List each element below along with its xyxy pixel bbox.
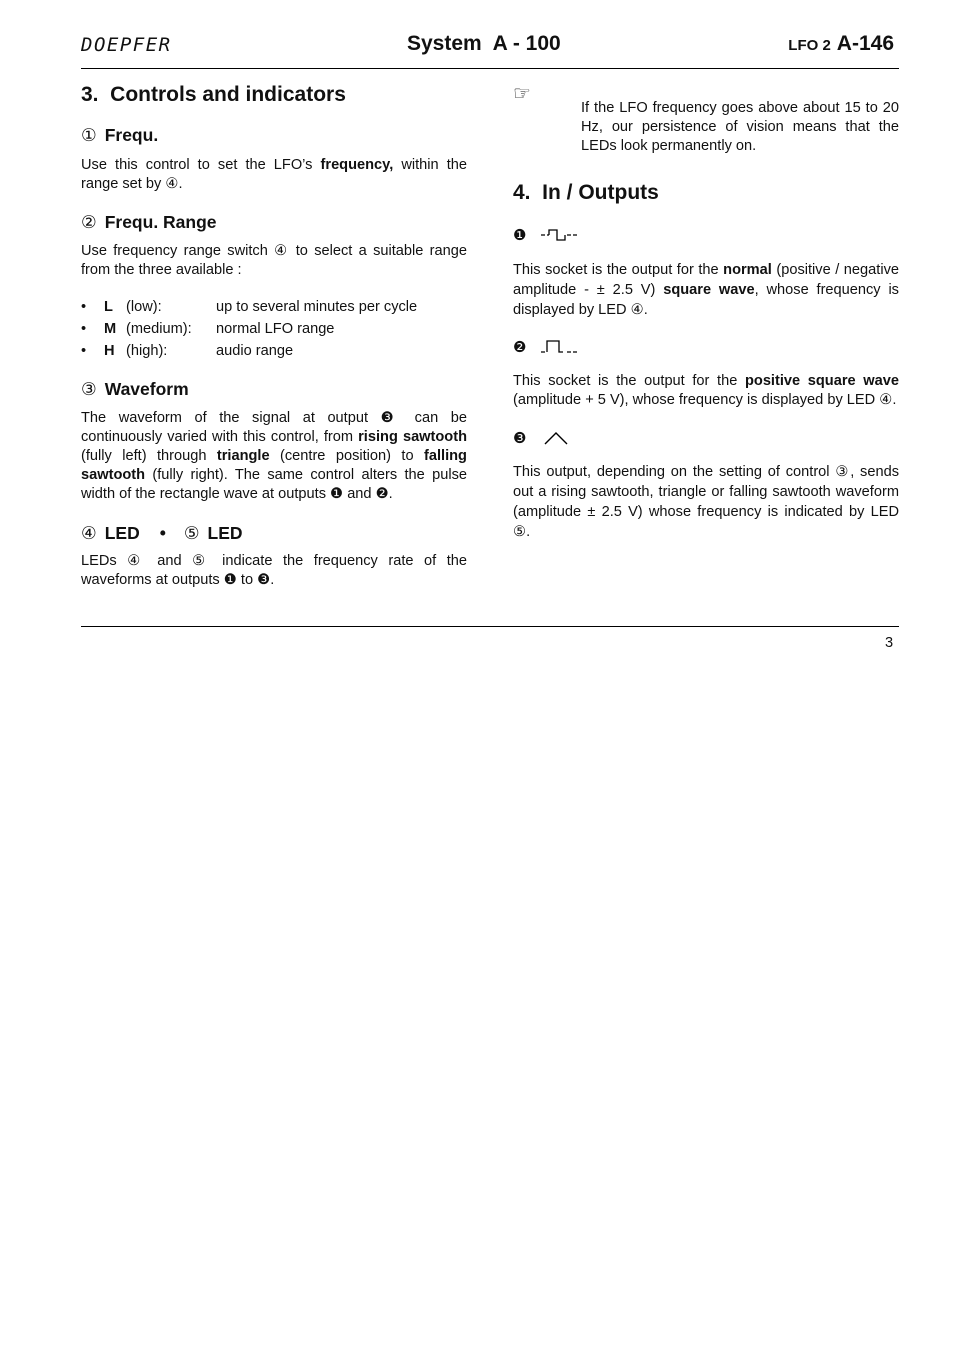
- range-desc: (low):: [126, 299, 162, 315]
- bipolar-square-wave-icon: [539, 227, 579, 243]
- led-title-2: LED: [207, 523, 243, 543]
- output-2-text-1: This socket is the output for the: [513, 373, 745, 389]
- led-heading: [81, 523, 467, 544]
- frequ-text: [81, 156, 467, 194]
- output-1-bold-2: square wave: [663, 282, 755, 298]
- waveform-bold-2: triangle: [216, 448, 270, 464]
- module-number: A-146: [836, 32, 894, 55]
- page-number: 3: [885, 635, 894, 651]
- waveform-text: [81, 409, 467, 504]
- output-1-number: ❶: [513, 227, 527, 244]
- frequ-title: Frequ.: [104, 125, 159, 145]
- output-1-bold-1: normal: [723, 262, 772, 278]
- output-1-text: [513, 260, 899, 320]
- positive-square-wave-icon: [539, 339, 579, 355]
- waveform-text-3: (centre position) to: [269, 448, 424, 464]
- note-box: [513, 83, 899, 154]
- output-2-bold-1: positive square wave: [744, 373, 899, 389]
- range-list: [81, 296, 467, 362]
- output-2-heading: [513, 335, 899, 359]
- bullet: •: [81, 321, 87, 337]
- module-id: [788, 32, 894, 56]
- range-key: L: [104, 299, 113, 315]
- section-outputs-title: 4. In / Outputs: [513, 181, 659, 204]
- led-title-1: LED: [104, 523, 140, 543]
- page-header: [81, 30, 899, 69]
- waveform-text-4: (fully right). The same control alters the pulse width of the rectangle wave at outputs ❶ and ❷.: [81, 467, 467, 502]
- frequ-number: ①: [81, 125, 97, 145]
- list-item: [81, 296, 467, 318]
- left-column: [81, 83, 467, 590]
- bullet: •: [81, 343, 87, 359]
- list-item: [81, 340, 467, 362]
- waveform-text-2: (fully left) through: [81, 448, 217, 464]
- led-separator: •: [159, 523, 166, 543]
- doepfer-logo: DOEPFER: [81, 34, 172, 56]
- waveform-heading: [81, 379, 467, 400]
- frequ-text-c: within the range set by ④.: [81, 157, 467, 192]
- frequ-text-bold: frequency,: [320, 157, 394, 173]
- list-item: [81, 318, 467, 340]
- bullet: •: [81, 299, 87, 315]
- output-3-heading: [513, 426, 899, 450]
- range-desc: (high):: [126, 343, 168, 359]
- range-value: audio range: [216, 343, 294, 359]
- output-1-text-1: This socket is the output for the: [513, 262, 724, 278]
- note-text: If the LFO frequency goes above about 15 to 20 Hz, our persistence of vision means that the LEDs look permanently on.: [581, 100, 899, 154]
- frequ-range-heading: [81, 212, 467, 233]
- system-title: System A - 100: [407, 32, 561, 55]
- led-number-5: ⑤: [183, 523, 200, 543]
- output-1-text-2: (positive / negative amplitude - ± 2.5 V): [513, 262, 899, 298]
- led-text: LEDs ④ and ⑤ indicate the frequency rate of the waveforms at outputs ❶ to ❸.: [81, 553, 467, 588]
- frequ-range-title: Frequ. Range: [104, 212, 217, 232]
- waveform-bold-1: rising sawtooth: [358, 429, 467, 445]
- module-subtitle: LFO 2: [788, 37, 831, 54]
- frequ-text-a: Use this control to set the LFO’s: [81, 157, 321, 173]
- right-column: [513, 83, 899, 542]
- frequ-range-text: Use frequency range switch ④ to select a suitable range from the three available :: [81, 243, 467, 278]
- output-2-text-2: (amplitude + 5 V), whose frequency is displayed by LED ④.: [513, 392, 897, 408]
- range-key: H: [104, 343, 115, 359]
- range-value: up to several minutes per cycle: [216, 299, 418, 315]
- frequ-heading: [81, 125, 467, 146]
- section-controls-title: 3. Controls and indicators: [81, 83, 346, 106]
- range-key: M: [104, 321, 117, 337]
- output-2-text: [513, 372, 899, 410]
- waveform-title: Waveform: [104, 379, 189, 399]
- waveform-bold-3: falling sawtooth: [81, 448, 467, 483]
- frequ-range-number: ②: [81, 212, 97, 232]
- footer-rule: [81, 626, 899, 627]
- output-3-text: This output, depending on the setting of control ③, sends out a rising sawtooth, triangle or falling sawtooth waveform (amplitude ± 2.5 V) whose frequency is indicated by LED ⑤.: [513, 464, 899, 540]
- pointing-hand-icon: ☞: [513, 83, 531, 105]
- range-desc: (medium):: [126, 321, 192, 337]
- waveform-text-1: The waveform of the signal at output ❸ can be continuously varied with this control, from: [81, 410, 467, 445]
- output-1-heading: [513, 223, 899, 247]
- waveform-number: ③: [81, 379, 97, 399]
- output-2-number: ❷: [513, 339, 527, 356]
- range-value: normal LFO range: [216, 321, 335, 337]
- triangle-wave-icon: [539, 429, 569, 447]
- output-3-number: ❸: [513, 430, 527, 447]
- led-number-4: ④: [81, 523, 97, 543]
- output-1-text-3: , whose frequency is displayed by LED ④.: [513, 282, 899, 318]
